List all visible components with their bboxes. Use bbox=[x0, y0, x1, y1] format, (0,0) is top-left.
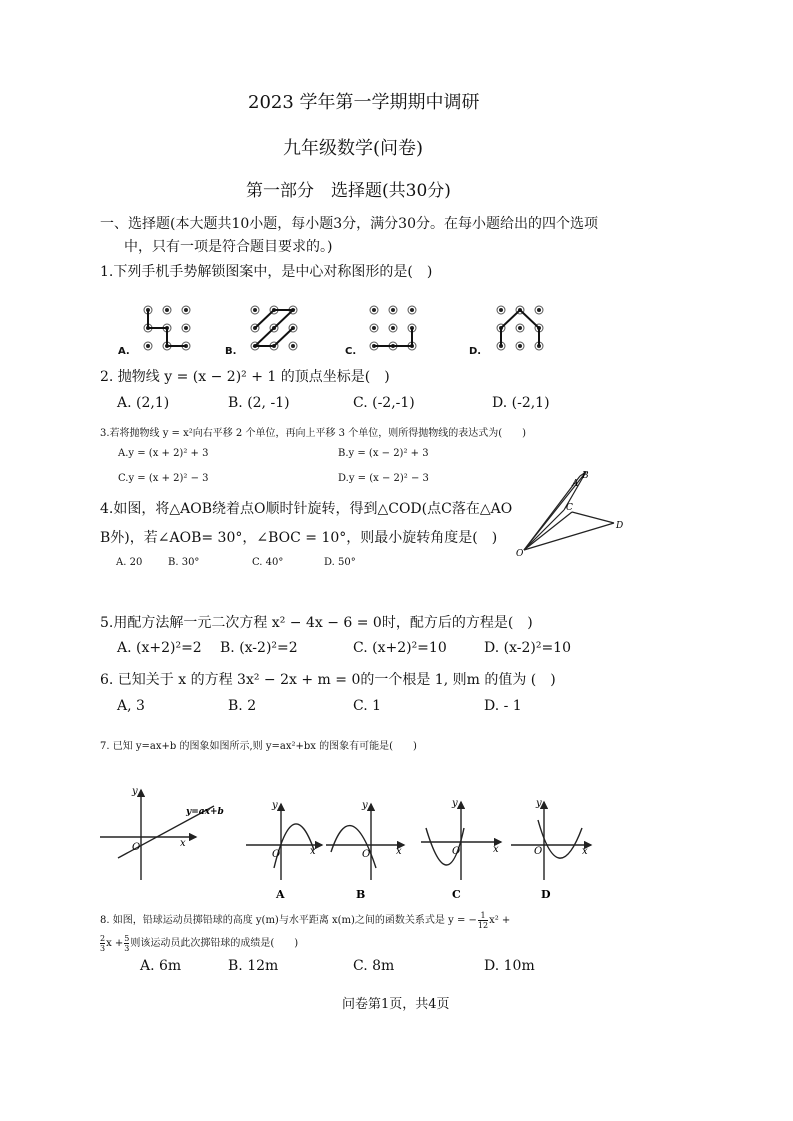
graph-a-origin: O bbox=[272, 849, 281, 860]
graph-label-c: C bbox=[452, 888, 461, 901]
graph-c bbox=[421, 802, 501, 880]
question-2-option-b: B. (2, -1) bbox=[228, 395, 290, 411]
question-8-line-1-tail: x² + bbox=[489, 915, 511, 926]
question-4-line-1: 4.如图，将△AOB绕着点O顺时针旋转，得到△COD(点C落在△AO bbox=[100, 501, 513, 517]
given-axis-y: y bbox=[132, 786, 138, 797]
figure-label-c: C bbox=[566, 503, 573, 513]
question-8-option-b: B. 12m bbox=[228, 958, 279, 974]
question-8-line-2 bbox=[100, 934, 298, 953]
question-5-option-c: C. (x+2)²=10 bbox=[353, 640, 447, 656]
graph-c-axis-x: x bbox=[493, 844, 499, 855]
section-heading: 第一部分 选择题(共30分) bbox=[246, 181, 451, 201]
instructions-line-2: 中，只有一项是符合题目要求的。) bbox=[124, 239, 333, 255]
question-3-option-a: A.y = (x + 2)² + 3 bbox=[118, 448, 209, 459]
given-origin: O bbox=[132, 842, 141, 853]
question-8-line-2-text: 则该运动员此次掷铅球的成绩是( ) bbox=[130, 938, 299, 949]
given-line-label: y=ax+b bbox=[186, 807, 224, 817]
question-8-line-1 bbox=[100, 911, 510, 930]
graph-a bbox=[246, 804, 322, 880]
question-1-label-b: B. bbox=[225, 346, 237, 357]
graph-d-axis-x: x bbox=[582, 846, 588, 857]
question-8-option-d: D. 10m bbox=[484, 958, 535, 974]
fraction-5-3: $\frac{5}{3}$ bbox=[124, 934, 130, 953]
question-8-option-a: A. 6m bbox=[140, 958, 182, 974]
question-3-option-c: C.y = (x + 2)² − 3 bbox=[118, 473, 209, 484]
question-3-option-d: D.y = (x − 2)² − 3 bbox=[338, 473, 429, 484]
question-4-option-c: C. 40° bbox=[252, 557, 284, 568]
question-1-figure bbox=[110, 298, 550, 360]
graph-d bbox=[511, 802, 591, 880]
graph-b-axis-y: y bbox=[362, 800, 368, 811]
question-4-option-d: D. 50° bbox=[324, 557, 356, 568]
figure-label-d: D bbox=[616, 521, 624, 531]
unlock-pattern-b bbox=[251, 306, 297, 350]
question-1-label-d: D. bbox=[469, 346, 482, 357]
graph-b-axis-x: x bbox=[396, 846, 402, 857]
question-5-stem: 5.用配方法解一元二次方程 x² − 4x − 6 = 0时，配方后的方程是( ) bbox=[100, 615, 533, 631]
question-2-stem: 2. 抛物线 y = (x − 2)² + 1 的顶点坐标是( ) bbox=[100, 369, 390, 385]
fraction-1-12: $\frac{1}{12}$ bbox=[477, 911, 489, 930]
question-4-option-a: A. 20 bbox=[116, 557, 143, 568]
graph-label-d: D bbox=[541, 888, 551, 901]
graph-a-axis-y: y bbox=[272, 800, 278, 811]
figure-label-b: B bbox=[582, 471, 589, 481]
given-axis-x: x bbox=[180, 838, 186, 849]
question-5-option-a: A. (x+2)²=2 bbox=[117, 640, 202, 656]
instructions-line-1: 一、选择题(本大题共10小题，每小题3分，满分30分。在每小题给出的四个选项 bbox=[100, 216, 598, 232]
page-footer: 问卷第1页，共4页 bbox=[342, 997, 450, 1012]
given-line-graph bbox=[100, 790, 214, 880]
question-1-label-c: C. bbox=[345, 346, 357, 357]
question-6-option-b: B. 2 bbox=[228, 698, 257, 714]
graph-a-axis-x: x bbox=[310, 846, 316, 857]
figure-label-o: O bbox=[516, 549, 524, 558]
question-8-line-1-text: 8. 如图，铅球运动员掷铅球的高度 y(m)与水平距离 x(m)之间的函数关系式是 y = − bbox=[100, 915, 477, 926]
question-2-option-d: D. (-2,1) bbox=[492, 395, 550, 411]
question-7-stem: 7. 已知 y=ax+b 的图象如图所示,则 y=ax²+bx 的图象有可能是( ) bbox=[100, 741, 417, 752]
unlock-pattern-d bbox=[497, 306, 543, 350]
question-4-rotation-figure bbox=[510, 466, 635, 558]
question-6-stem: 6. 已知关于 x 的方程 3x² − 2x + m = 0的一个根是 1, 则m 的值为 ( ) bbox=[100, 672, 556, 688]
question-6-option-c: C. 1 bbox=[353, 698, 382, 714]
graph-b-origin: O bbox=[362, 849, 371, 860]
page-title: 2023 学年第一学期期中调研 bbox=[248, 92, 480, 113]
question-3-option-b: B.y = (x − 2)² + 3 bbox=[338, 448, 429, 459]
fraction-2-3: $\frac{2}{3}$ bbox=[100, 934, 106, 953]
question-4-option-b: B. 30° bbox=[168, 557, 200, 568]
graph-c-axis-y: y bbox=[452, 798, 458, 809]
graph-d-origin: O bbox=[534, 846, 543, 857]
question-2-option-c: C. (-2,-1) bbox=[353, 395, 415, 411]
question-8-line-2-x: x + bbox=[106, 938, 124, 949]
question-1-label-a: A. bbox=[118, 346, 130, 357]
page-subtitle: 九年级数学(问卷) bbox=[283, 138, 424, 159]
question-5-option-b: B. (x-2)²=2 bbox=[220, 640, 298, 656]
unlock-pattern-c bbox=[370, 306, 416, 350]
graph-label-b: B bbox=[356, 888, 366, 901]
figure-label-a: A bbox=[572, 479, 579, 489]
question-7-figure bbox=[96, 780, 606, 905]
graph-c-origin: O bbox=[452, 846, 461, 857]
question-3-stem: 3.若将抛物线 y = x²向右平移 2 个单位，再向上平移 3 个单位，则所得抛物线的表达式为( ) bbox=[100, 428, 526, 439]
graph-d-axis-y: y bbox=[536, 798, 542, 809]
question-6-option-d: D. - 1 bbox=[484, 698, 522, 714]
question-4-line-2: B外)，若∠AOB= 30°，∠BOC = 10°，则最小旋转角度是( ) bbox=[100, 530, 498, 546]
question-2-option-a: A. (2,1) bbox=[117, 395, 170, 411]
question-5-option-d: D. (x-2)²=10 bbox=[484, 640, 571, 656]
graph-label-a: A bbox=[276, 888, 285, 901]
unlock-pattern-a bbox=[144, 306, 190, 350]
question-1-stem: 1.下列手机手势解锁图案中，是中心对称图形的是( ) bbox=[100, 264, 433, 280]
graph-b bbox=[326, 804, 404, 880]
question-6-option-a: A, 3 bbox=[117, 698, 145, 714]
question-8-option-c: C. 8m bbox=[353, 958, 395, 974]
